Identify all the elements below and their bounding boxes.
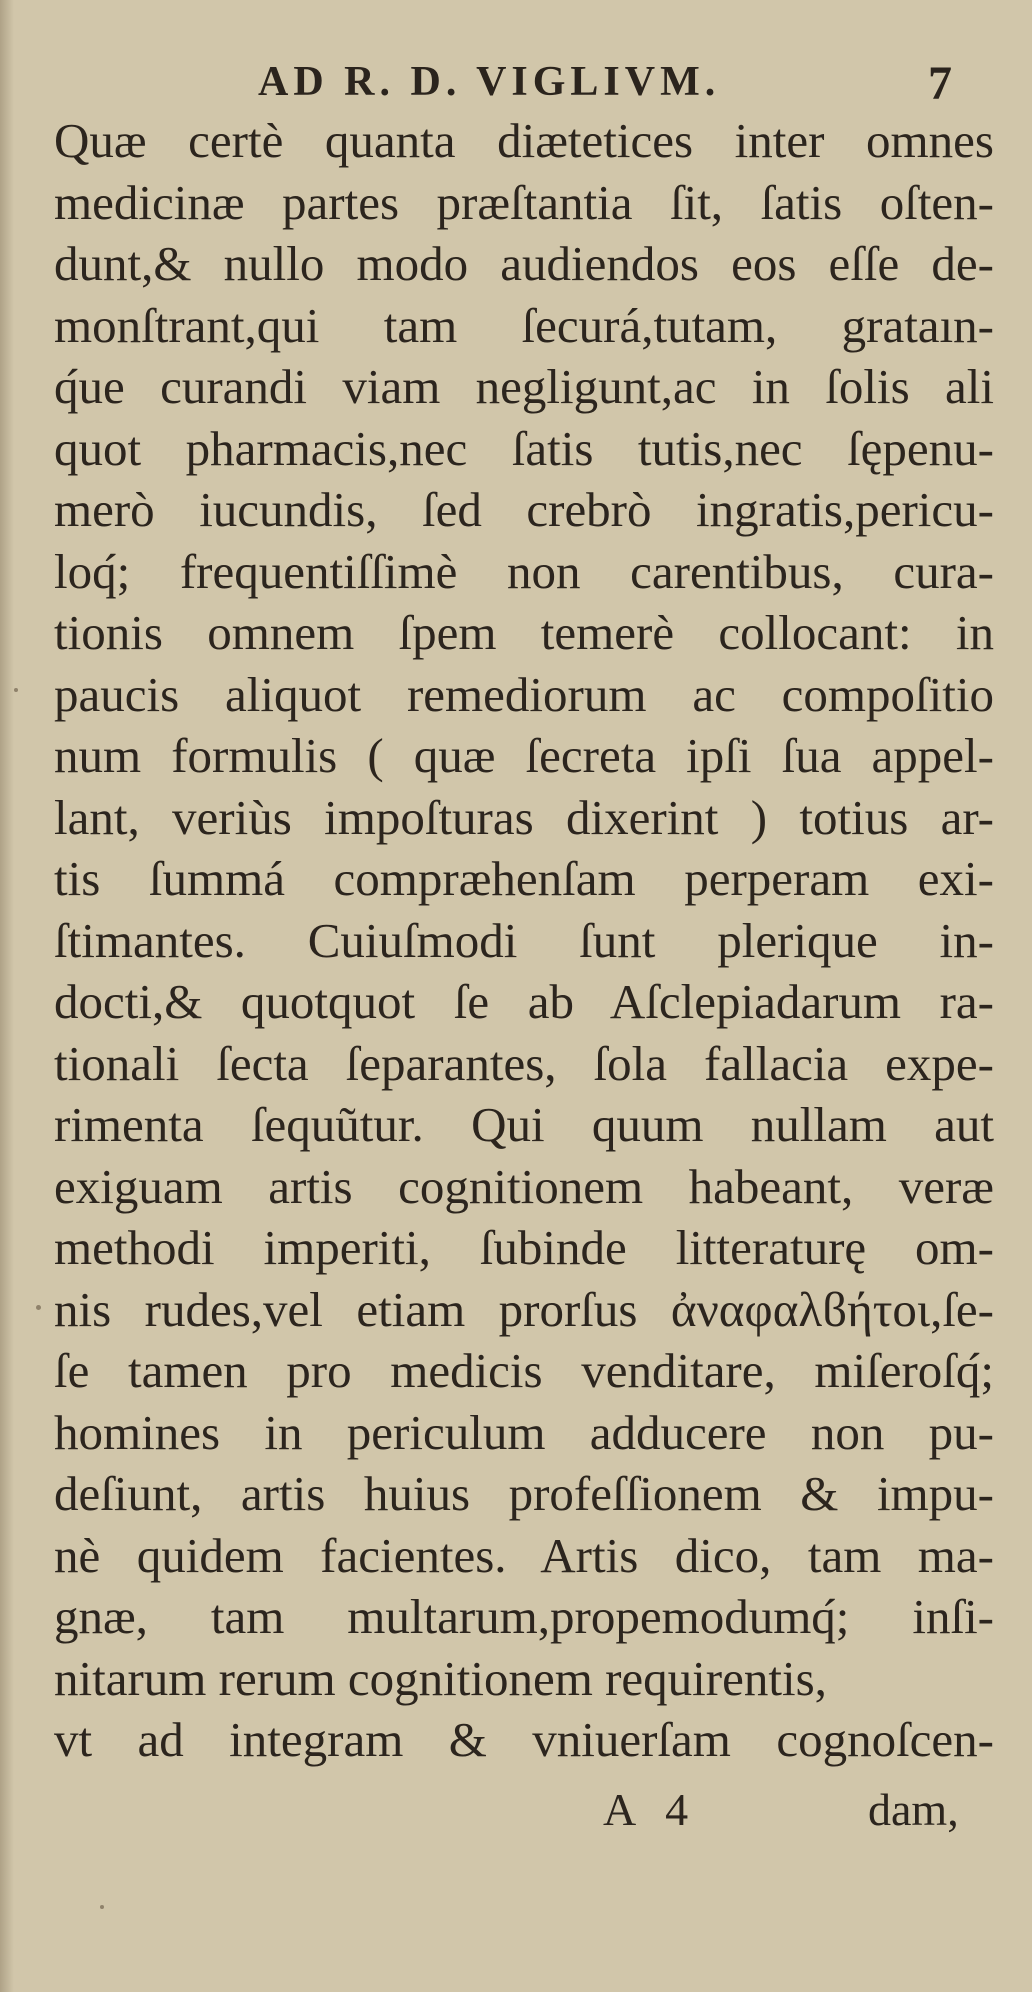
text-line: quot pharmacis,nec ſatis tutis,nec ſępenu-: [54, 420, 994, 476]
text-line: gnæ, tam multarum,propemodumq́; inſi-: [54, 1589, 994, 1644]
text-line: dunt,& nullo modo audiendos eos eſſe de-: [54, 236, 994, 291]
running-head: [0, 58, 1032, 118]
text-line: tionis omnem ſpem temerè collocant: in: [54, 605, 994, 660]
text-line: exiguam artis cognitionem habeant, veræ: [54, 1158, 994, 1214]
text-line: nis rudes,vel etiam prorſus ἀναφαλϐήτοι,ſe-: [54, 1281, 994, 1337]
text-line: medicinæ partes præſtantia ſit, ſatis oſten-: [54, 174, 994, 230]
text-line: rimenta ſequũtur. Qui quum nullam aut: [54, 1097, 994, 1152]
text-line: deſiunt, artis huius profeſſionem & impu-: [54, 1466, 994, 1521]
text-line: docti,& quotquot ſe ab Aſclepiadarum ra-: [54, 974, 994, 1029]
text-line: paucis aliquot remediorum ac compoſitio: [54, 666, 994, 722]
ink-speck: [36, 1305, 41, 1310]
catchword: dam,: [868, 1784, 959, 1835]
page-number: 7: [928, 57, 952, 110]
text-line: merò iucundis, ſed crebrò ingratis,pericu-: [54, 482, 994, 537]
text-line: lant, veriùs impoſturas dixerint ) totius ar-: [54, 789, 994, 845]
text-line: q́ue curandi viam negligunt,ac in ſolis ali: [54, 359, 994, 414]
ink-speck: [100, 1905, 104, 1909]
page-footer: [0, 1783, 1032, 1843]
text-line: methodi imperiti, ſubinde litteraturę om-: [54, 1220, 994, 1275]
text-line: num formulis ( quæ ſecreta ipſi ſua appel-: [54, 728, 994, 783]
text-line: vt ad integram & vniuerſam cognoſcen-: [54, 1712, 994, 1767]
text-body: [54, 110, 994, 1771]
signature-mark: A 4: [603, 1784, 699, 1835]
text-line: monſtrant,qui tam ſecurá,tutam, grataın-: [54, 297, 994, 353]
text-line: ſe tamen pro medicis venditare, miſeroſq́;: [54, 1343, 994, 1398]
text-line: nè quidem facientes. Artis dico, tam ma-: [54, 1527, 994, 1583]
running-head-title: AD R. D. VIGLIVM.: [258, 59, 721, 105]
text-line: homines in periculum adducere non pu-: [54, 1404, 994, 1460]
text-line: loq́; frequentiſſimè non carentibus, cura-: [54, 543, 994, 599]
text-line: tis ſummá compræhenſam perperam exi-: [54, 851, 994, 906]
text-line: nitarum rerum cognitionem requirentis,: [54, 1650, 827, 1706]
text-line: Quæ certè quanta diætetices inter omnes: [54, 113, 994, 168]
text-line: tionali ſecta ſeparantes, ſola fallacia expe-: [54, 1035, 994, 1091]
ink-speck: [14, 688, 18, 692]
text-line: ſtimantes. Cuiuſmodi ſunt plerique in-: [54, 912, 994, 968]
